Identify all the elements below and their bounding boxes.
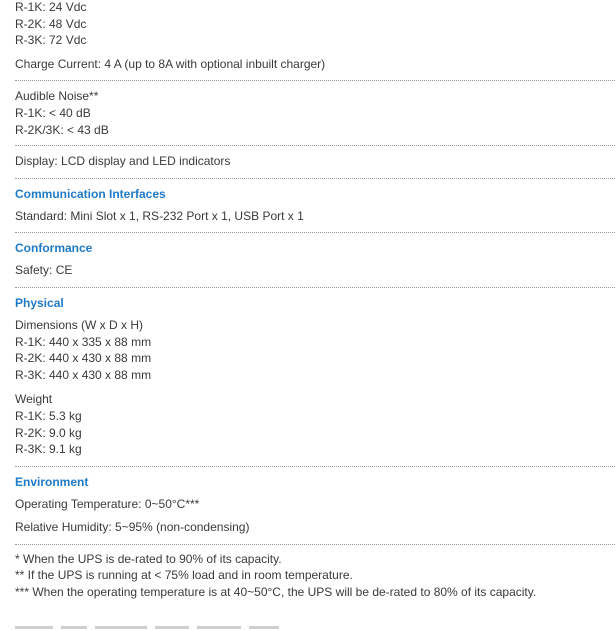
weight-label: Weight [15, 392, 53, 407]
conformance-heading: Conformance [15, 241, 93, 256]
audible-noise-r1k: R-1K: < 40 dB [15, 105, 91, 120]
battery-voltage-r3k: R-3K: 72 Vdc [15, 33, 87, 48]
charge-current: Charge Current: 4 A (up to 8A with optional inbuilt charger) [15, 56, 326, 71]
dimensions-r1k: R-1K: 440 x 335 x 88 mm [15, 334, 152, 349]
conformance-safety: Safety: CE [15, 263, 73, 278]
relative-humidity: Relative Humidity: 5~95% (non-condensing) [15, 520, 250, 535]
audible-noise-r2k3k: R-2K/3K: < 43 dB [15, 122, 109, 137]
weight-r1k: R-1K: 5.3 kg [15, 408, 82, 423]
audible-noise-label: Audible Noise** [15, 89, 99, 104]
footnote-1: * When the UPS is de-rated to 90% of its capacity. [15, 551, 282, 566]
environment-heading: Environment [15, 474, 89, 489]
communication-heading: Communication Interfaces [15, 186, 166, 201]
weight-r3k: R-3K: 9.1 kg [15, 442, 82, 457]
weight-r2k: R-2K: 9.0 kg [15, 425, 82, 440]
battery-voltage-r1k: R-1K: 24 Vdc [15, 0, 87, 14]
cutoff-text-fragment [15, 622, 295, 630]
dimensions-r2k: R-2K: 440 x 430 x 88 mm [15, 351, 152, 366]
display-spec: Display: LCD display and LED indicators [15, 154, 231, 169]
operating-temperature: Operating Temperature: 0~50°C*** [15, 496, 200, 511]
footnote-2: ** If the UPS is running at < 75% load and in room temperature. [15, 568, 353, 583]
spec-sheet [15, 0, 615, 601]
physical-heading: Physical [15, 295, 64, 310]
dimensions-label: Dimensions (W x D x H) [15, 317, 144, 332]
dimensions-r3k: R-3K: 440 x 430 x 88 mm [15, 367, 152, 382]
battery-voltage-r2k: R-2K: 48 Vdc [15, 16, 87, 31]
communication-standard: Standard: Mini Slot x 1, RS-232 Port x 1, USB Port x 1 [15, 208, 304, 223]
footnote-3: *** When the operating temperature is at 40~50°C, the UPS will be de-rated to 80% of its capacity. [15, 585, 537, 600]
